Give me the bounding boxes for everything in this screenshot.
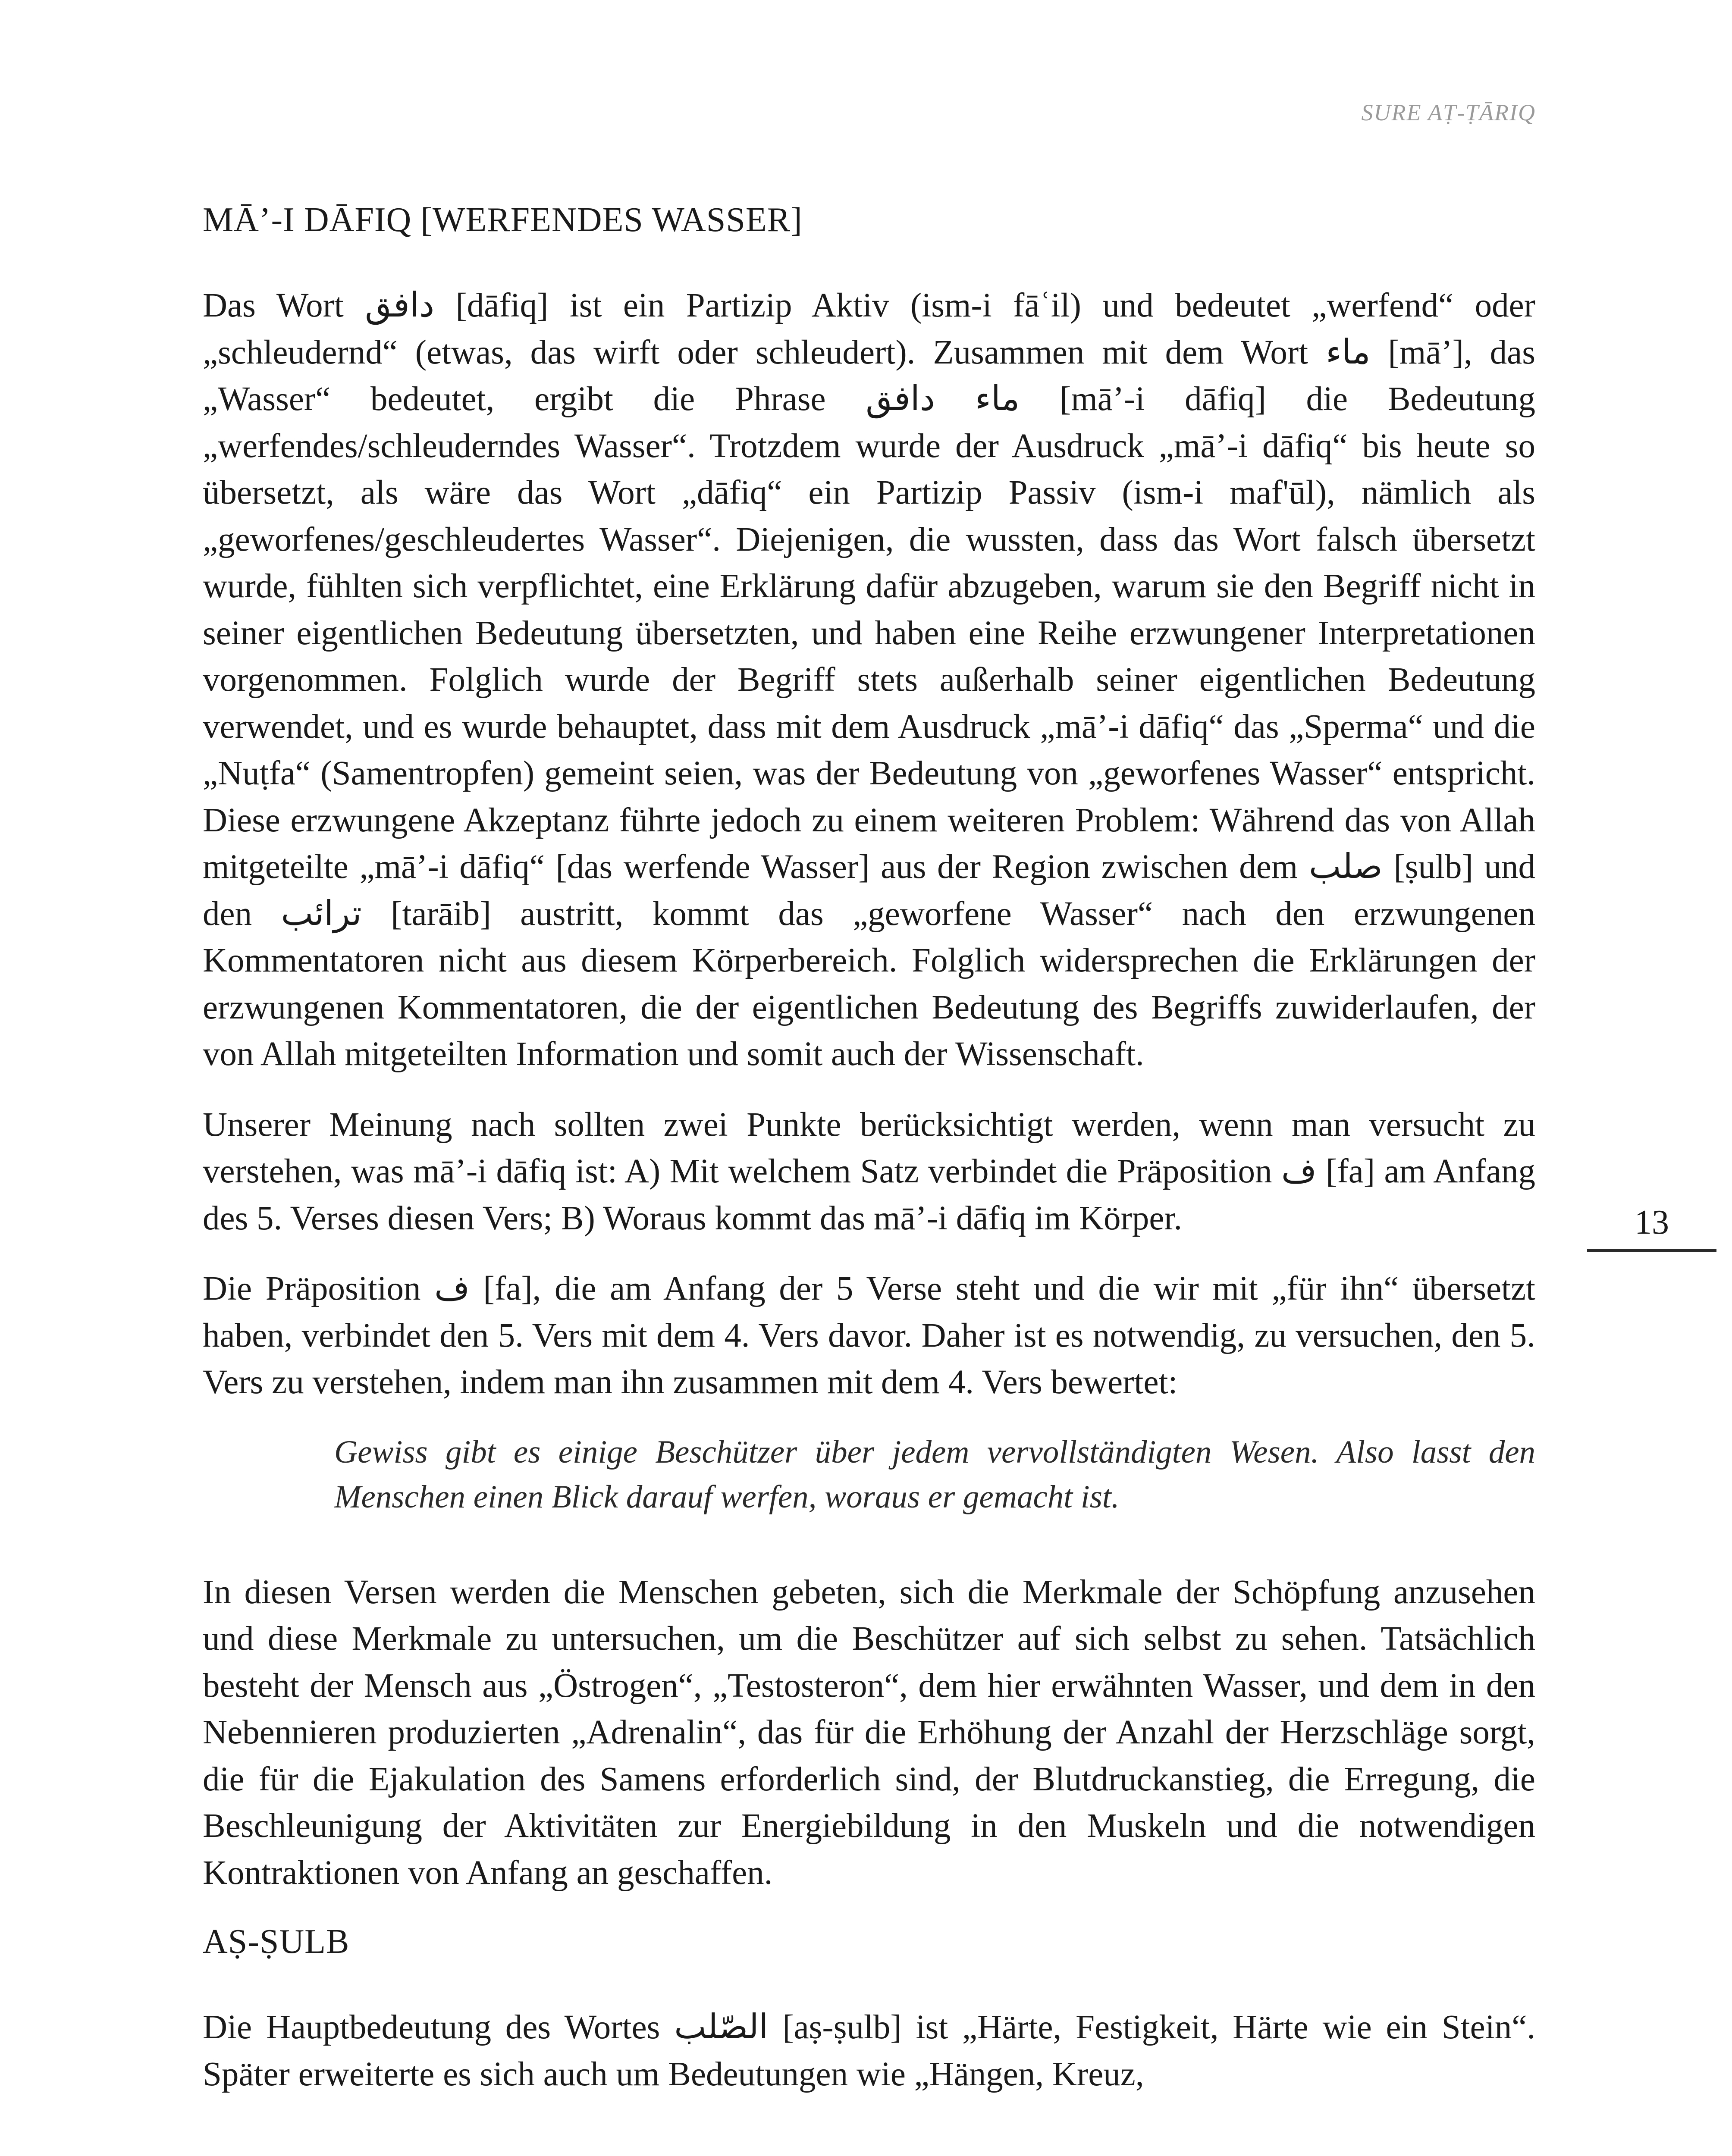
section-heading-mai-dafiq: MĀ’-I DĀFIQ [WERFENDES WASSER] xyxy=(203,201,803,239)
verse-quote: Gewiss gibt es einige Beschützer über jedem vervollständigten Wesen. Also lasst den Menschen einen Blick darauf werfen, woraus er gemacht ist. xyxy=(334,1434,1535,1515)
page-number-rule xyxy=(1587,1249,1716,1252)
paragraph-2: Unserer Meinung nach sollten zwei Punkte berücksichtigt werden, wenn man versucht zu verstehen, was mā’-i dāfiq ist: A) Mit welchem Satz verbindet die Präposition ف [fa] am Anfang des 5. Verses diesen Vers; B) Woraus kommt das mā’-i dāfiq im Körper. xyxy=(203,1106,1535,1237)
running-head: SURE AṬ-ṬĀRIQ xyxy=(1361,100,1536,125)
page-number: 13 xyxy=(1635,1203,1669,1241)
page-number-block xyxy=(1587,1205,1716,1252)
paragraph-4: In diesen Versen werden die Menschen gebeten, sich die Merkmale der Schöpfung anzusehen und diese Merkmale zu untersuchen, um die Beschützer auf sich selbst zu sehen. Tatsächlich besteht der Mensch aus „Östrogen“, „Testosteron“, dem hier erwähnten Wasser, und dem in den Nebennieren produzierten „Adrenalin“, das für die Erhöhung der Anzahl der Herzschläge sorgt, die für die Ejakulation des Samens erforderlich sind, der Blutdruckanstieg, die Erregung, die Beschleunigung der Aktivitäten zur Energiebildung in den Muskeln und die notwendigen Kontraktionen von Anfang an geschaffen. xyxy=(203,1573,1535,1892)
section-heading-as-sulb: AṢ-ṢULB xyxy=(203,1923,350,1961)
paragraph-1: Das Wort دافق [dāfiq] ist ein Partizip Aktiv (ism-i fāʿil) und bedeutet „werfend“ oder „schleudernd“ (etwas, das wirft oder schleudert). Zusammen mit dem Wort ماء [mā’], das „Wasser“ bedeutet, ergibt die Phrase ماء دافق [mā’-i dāfiq] die Bedeutung „werfendes/schleuderndes Wasser“. Trotzdem wurde der Ausdruck „mā’-i dāfiq“ bis heute so übersetzt, als wäre das Wort „dāfiq“ ein Partizip Passiv (ism-i maf'ūl), nämlich als „geworfenes/geschleudertes Wasser“. Diejenigen, die wussten, dass das Wort falsch übersetzt wurde, fühlten sich verpflichtet, eine Erklärung dafür abzugeben, warum sie den Begriff nicht in seiner eigentlichen Bedeutung übersetzten, und haben eine Reihe erzwungener Interpretationen vorgenommen. Folglich wurde der Begriff stets außerhalb seiner eigentlichen Bedeutung verwendet, und es wurde behauptet, dass mit dem Ausdruck „mā’-i dāfiq“ das „Sperma“ und die „Nuṭfa“ (Samentropfen) gemeint seien, was der Bedeutung von „geworfenes Wasser“ entspricht. Diese erzwungene Akzeptanz führte jedoch zu einem weiteren Problem: Während das von Allah mitgeteilte „mā’-i dāfiq“ [das werfende Wasser] aus der Region zwischen dem صلب [ṣulb] und den ترائب [tarāib] austritt, kommt das „geworfene Wasser“ nach den erzwungenen Kommentatoren nicht aus diesem Körperbereich. Folglich widersprechen die Erklärungen der erzwungenen Kommentatoren, die der eigentlichen Bedeutung des Begriffs zuwiderlaufen, der von Allah mitgeteilten Information und somit auch der Wissenschaft. xyxy=(203,287,1536,1073)
page-body xyxy=(203,198,1535,2122)
paragraph-3: Die Präposition ف [fa], die am Anfang der 5 Verse steht und die wir mit „für ihn“ übersetzt haben, verbindet den 5. Vers mit dem 4. Vers davor. Daher ist es notwendig, zu versuchen, den 5. Vers zu verstehen, indem man ihn zusammen mit dem 4. Vers bewertet: xyxy=(203,1270,1536,1401)
paragraph-5: Die Hauptbedeutung des Wortes الصّلب [aṣ-ṣulb] ist „Härte, Festigkeit, Härte wie ein Stein“. Später erweiterte es sich auch um Bedeutungen wie „Hängen, Kreuz, xyxy=(203,2009,1536,2093)
